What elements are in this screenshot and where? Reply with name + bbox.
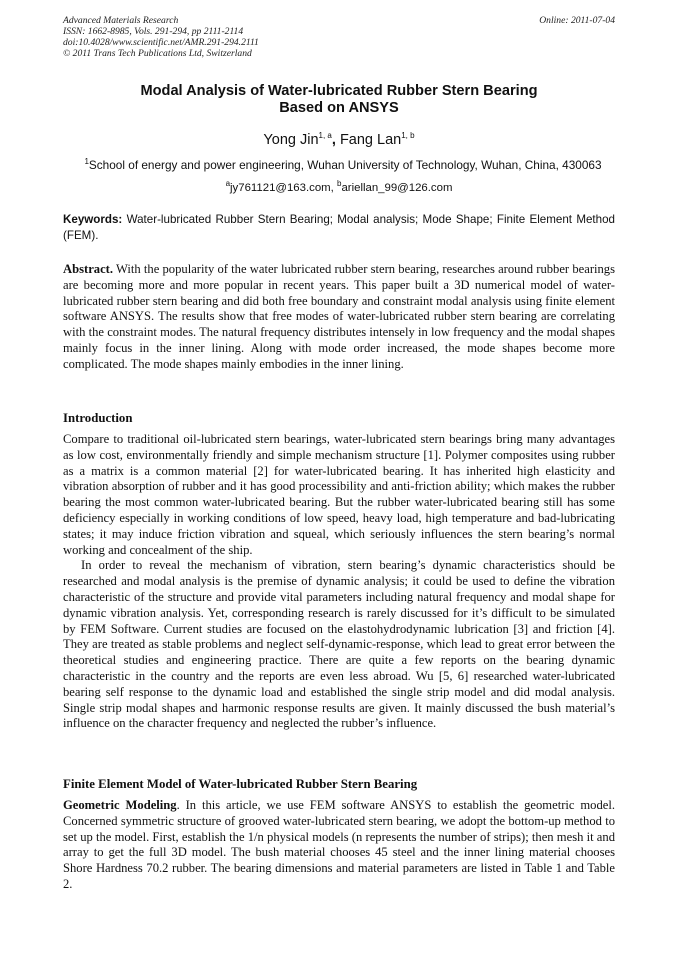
- online-date: Online: 2011-07-04: [539, 15, 615, 26]
- author-list: [63, 131, 615, 148]
- intro-paragraph-2: In order to reveal the mechanism of vibration, stern bearing’s dynamic characteristics should be researched and modal analysis is the premise of dynamic analysis; it could be used to define the vibration characteristic of the structure and provide vital parameters including natural frequency and modal shape for dynamic vibration analysis. Yet, corresponding research is rarely discussed for it’s difficult to be simulated by FEM Software. Current studies are focused on the elastohydrodynamic lubrication [3] and friction [4]. They are treated as stable problems and neglect self-dynamic-response, which lead to great error between the theoretical studies and engineering practice. There are quite a few reports on the bearing dynamic characteristic in the country and the reports are even less abroad. Wu [5, 6] researched water-lubricated bearing self response to the dynamic load and established the single strip model and did modal analysis. Single strip modal shapes and harmonic response results are given. It mainly discussed the bush material’s influence on the character frequency and neglected the rubber’s influence.: [63, 558, 615, 731]
- email-b: ariellan_99@126.com: [341, 181, 453, 194]
- author-1-sup: 1, a: [318, 131, 332, 140]
- abstract-text: With the popularity of the water lubricated rubber stern bearing, researches around rubber bearings are becoming more and more popular in recent years. This paper built a 3D numerical model of water-lubricated rubber stern bearing and did both free boundary and constraint modal analysis using finite element software ANSYS. The results show that free modes of water-lubricated rubber stern bearing are correlating with the constraint modes. The natural frequency distributes intensely in low frequency and the modal shapes mainly focus in the inner lining. Along with mode order increased, the mode shapes become more complicated. The mode shapes mainly embodies in the inner lining.: [63, 262, 616, 371]
- author-2-sup: 1, b: [401, 131, 415, 140]
- paper-title: [63, 83, 615, 117]
- geometric-modeling-paragraph: [63, 798, 615, 893]
- intro-paragraph-1: Compare to traditional oil-lubricated stern bearings, water-lubricated stern bearings bring many advantages as low cost, environmentally friendly and simple mechanism structure [1]. Polymer composites using rubber as a matrix is a common material [2] for water-lubricated bearing. It has inherited high elasticity and vibration absorption of rubber and it has good processibility and anti-friction ability; which makes the rubber bearing the most common water-lubricated bearing. But the rubber water-lubricated bearing still has some deficiency especially in working conditions of low speed, heavy load, high temperature and bad-lubricating states; it may induce friction vibration and squeal, which seriously influences the stern bearing’s normal working and concealment of the ship.: [63, 432, 615, 557]
- geometric-modeling-text: . In this article, we use FEM software ANSYS to establish the geometric model. Concerned symmetric structure of grooved water-lubricated stern bearing, we adopt the bottom-up method to set up the model. First, establish the 1/n physical models (n represents the number of strips); then mesh it and array to get the full 3D model. The bush material chooses 45 steel and the inner lining material chooses Shore Hardness 70.2 rubber. The bearing dimensions and material parameters are listed in Table 1 and Table 2.: [63, 798, 615, 891]
- copyright-line: © 2011 Trans Tech Publications Ltd, Switzerland: [63, 48, 252, 59]
- journal-name: Advanced Materials Research: [63, 15, 179, 26]
- keywords-label: Keywords:: [63, 213, 123, 226]
- title-line-2: Based on ANSYS: [279, 100, 399, 116]
- affiliation-text: School of energy and power engineering, Wuhan University of Technology, Wuhan, China, 430063: [88, 157, 602, 172]
- title-line-1: Modal Analysis of Water-lubricated Rubber Stern Bearing: [140, 83, 538, 99]
- issn-line: ISSN: 1662-8985, Vols. 291-294, pp 2111-2114: [63, 26, 244, 37]
- email-a-sup: a: [225, 179, 231, 188]
- affiliation-sup: 1: [84, 157, 89, 166]
- introduction-body: [63, 432, 615, 732]
- keywords: [63, 212, 615, 244]
- author-separator: ,: [331, 131, 336, 148]
- geometric-modeling-label: Geometric Modeling: [63, 798, 177, 812]
- section-heading-fem: Finite Element Model of Water-lubricated Rubber Stern Bearing: [63, 777, 418, 791]
- abstract: [63, 262, 615, 373]
- doi-line: doi:10.4028/www.scientific.net/AMR.291-294.2111: [63, 37, 259, 48]
- abstract-label: Abstract.: [63, 262, 114, 276]
- author-1: Yong Jin: [263, 131, 319, 148]
- journal-header: [63, 15, 615, 59]
- keywords-text: Water-lubricated Rubber Stern Bearing; Modal analysis; Mode Shape; Finite Element Method (FEM).: [63, 213, 615, 242]
- section-heading-introduction: Introduction: [63, 411, 133, 425]
- affiliation: [63, 157, 623, 172]
- author-2: Fang Lan: [339, 131, 402, 148]
- email-b-sup: b: [337, 179, 342, 188]
- author-emails: [63, 179, 615, 194]
- email-a: jy761121@163.com,: [230, 181, 334, 194]
